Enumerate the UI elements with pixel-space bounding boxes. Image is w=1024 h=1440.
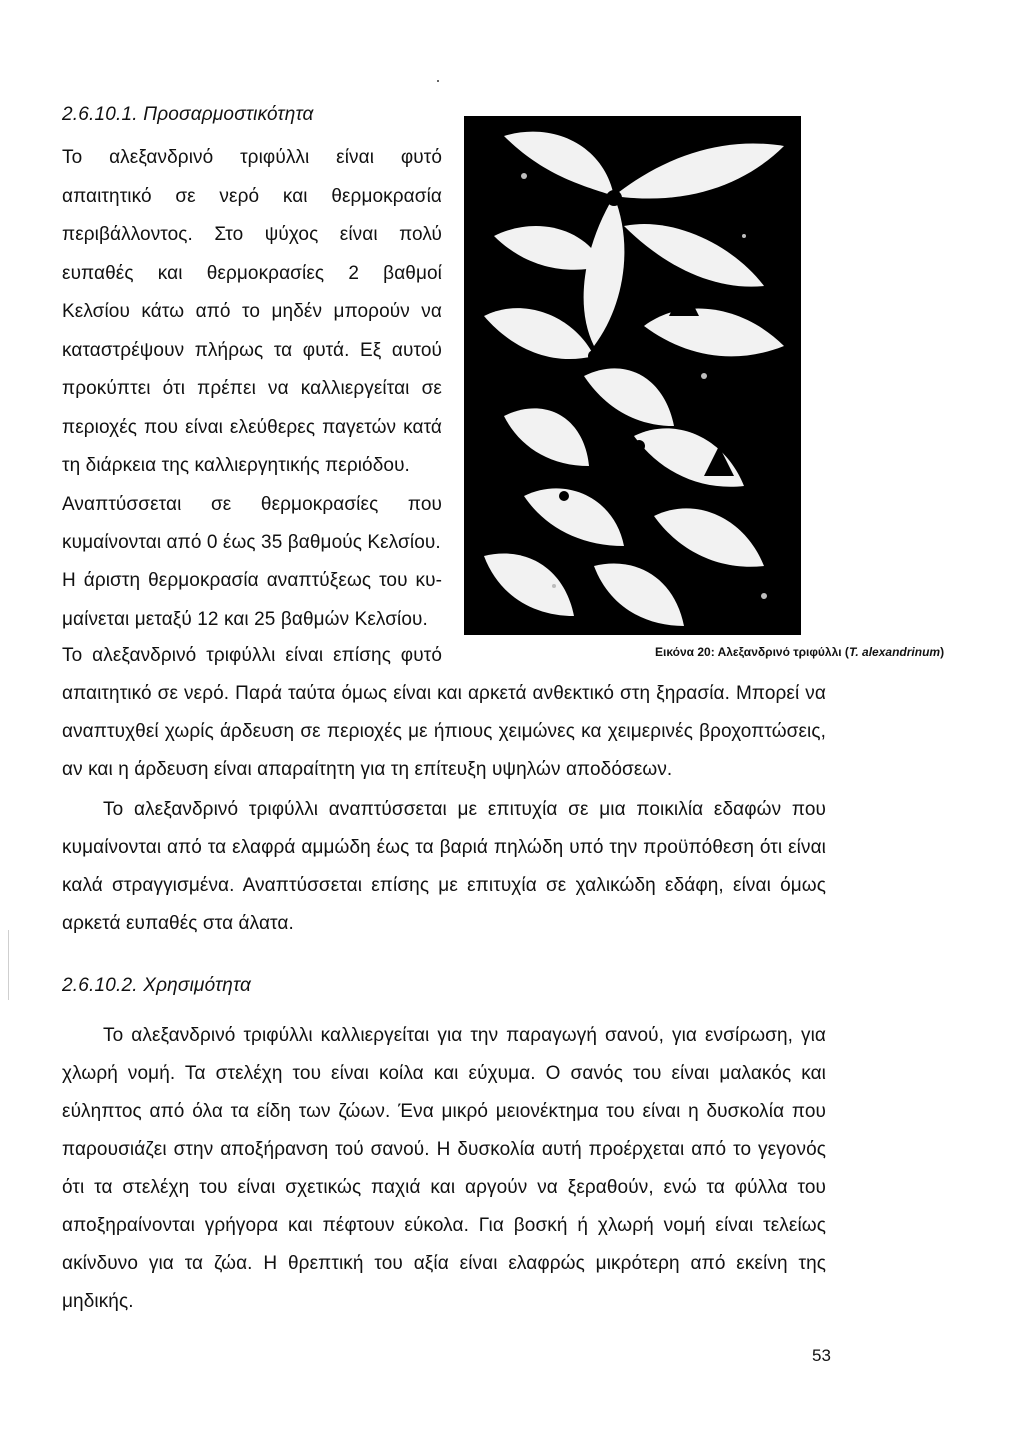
section-heading-adaptability: 2.6.10.1. Προσαρμοστικότητα <box>62 104 314 125</box>
paragraph-line: αν και η άρδευση είναι απαραίτητη για τη επίτευξη υψηλών αποδόσεων. <box>62 759 673 780</box>
paragraph-line: Το αλεξανδρινό τριφύλλι αναπτύσσεται με επιτυχία σε μια ποικιλία εδαφών που <box>103 799 826 820</box>
paragraph-line: ακίνδυνο για τα ζώα. Η θρεπτική του αξία είναι ελαφρώς μικρότερη από εκείνη της <box>62 1253 826 1274</box>
caption-label: Εικόνα 20: Αλεξανδρινό τριφύλλι ( <box>655 645 849 659</box>
clover-flower-photo <box>464 116 801 635</box>
paragraph-line: Το αλεξανδρινό τριφύλλι είναι επίσης φυτό <box>62 645 442 666</box>
figure-caption <box>655 645 944 659</box>
paragraph-line: κυμαίνονται από 0 έως 35 βαθμούς Κελσίου. <box>62 532 441 553</box>
paragraph-line: κυμαίνονται από τα ελαφρά αμμώδη έως τα βαριά πηλώδη υπό την προϋπόθεση ότι είναι <box>62 837 826 858</box>
paragraph-line: χλωρή νομή. Τα στελέχη του είναι κοίλα και εύχυμα. Ο σανός του είναι μαλακός και <box>62 1063 826 1084</box>
paragraph-line: ότι τα στελέχη του είναι σχετικώς παχιά και αργούν να ξεραθούν, ενώ τα φύλλα του <box>62 1177 826 1198</box>
paragraph-line: τη διάρκεια της καλλιεργητικής περιόδου. <box>62 455 410 476</box>
paragraph-line: προκύπτει ότι πρέπει να καλλιεργείται σε <box>62 378 442 399</box>
flower-illustration <box>464 116 801 635</box>
paragraph-line: Αναπτύσσεται σε θερμοκρασίες που <box>62 494 442 515</box>
paragraph-line: καταστρέψουν πλήρως τα φυτά. Εξ αυτού <box>62 340 442 361</box>
paragraph-line: μαίνεται μεταξύ 12 και 25 βαθμών Κελσίου. <box>62 609 428 630</box>
paragraph-line: Κελσίου κάτω από το μηδέν μπορούν να <box>62 301 442 322</box>
paragraph-line: καλά στραγγισμένα. Αναπτύσσεται επίσης με επιτυχία σε χαλικώδη εδάφη, είναι όμως <box>62 875 826 896</box>
paragraph-line: περιοχές που είναι ελεύθερες παγετών κατά <box>62 417 442 438</box>
paragraph-line: Η άριστη θερμοκρασία αναπτύξεως του κυ- <box>62 570 442 591</box>
paragraph-line: απαιτητικό σε νερό. Παρά ταύτα όμως είναι και αρκετά ανθεκτικό στη ξηρασία. Μπορεί να <box>62 683 826 704</box>
paragraph-line: Το αλεξανδρινό τριφύλλι καλλιεργείται για την παραγωγή σανού, για ενσίρωση, για <box>103 1025 826 1046</box>
caption-species-name: T. alexandrinum <box>848 645 941 659</box>
section-heading-usefulness: 2.6.10.2. Χρησιμότητα <box>62 975 252 996</box>
page-number: 53 <box>812 1346 831 1365</box>
paragraph-line: Το αλεξανδρινό τριφύλλι είναι φυτό <box>62 147 442 168</box>
caption-closing: ) <box>940 645 945 659</box>
paragraph-line: περιβάλλοντος. Στο ψύχος είναι πολύ <box>62 224 442 245</box>
paragraph-line: αρκετά ευπαθές στα άλατα. <box>62 913 294 934</box>
paragraph-line: μηδικής. <box>62 1291 134 1312</box>
paragraph-line: ευπαθές και θερμοκρασίες 2 βαθμοί <box>62 263 442 284</box>
paragraph-line: εύληπτος από όλα τα είδη των ζώων. Ένα μικρό μειονέκτημα του είναι η δυσκολία που <box>62 1101 826 1122</box>
scan-artifact-dot <box>437 80 439 82</box>
scan-artifact-edge <box>8 930 9 1000</box>
paragraph-line: αναπτυχθεί χωρίς άρδευση σε περιοχές με ήπιους χειμώνες κα χειμερινές βροχοπτώσεις, <box>62 721 826 742</box>
paragraph-line: απαιτητικό σε νερό και θερμοκρασία <box>62 186 442 207</box>
paragraph-line: παρουσιάζει στην αποξήρανση τού σανού. Η δυσκολία αυτή προέρχεται από το γεγονός <box>62 1139 826 1160</box>
paragraph-line: αποξηραίνονται γρήγορα και πέφτουν εύκολα. Για βοσκή ή χλωρή νομή είναι τελείως <box>62 1215 826 1236</box>
